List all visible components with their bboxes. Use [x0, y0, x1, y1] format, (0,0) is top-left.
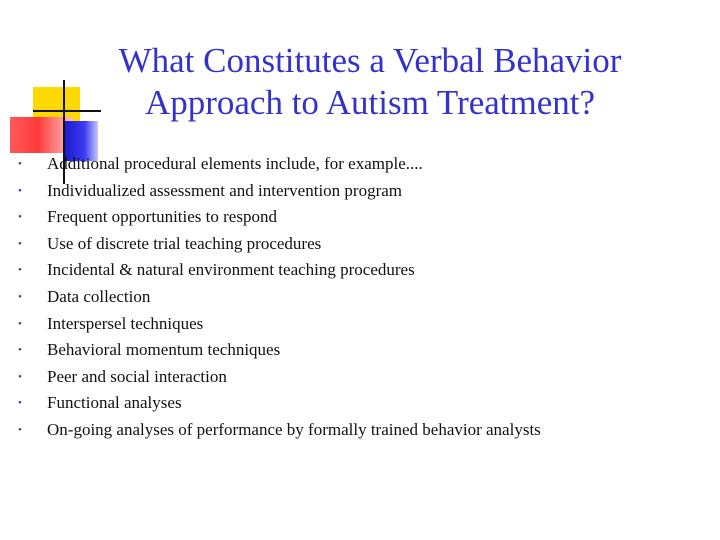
bullet-text: Frequent opportunities to respond — [47, 207, 277, 227]
bullet-item — [0, 178, 541, 205]
bullet-item — [0, 390, 541, 417]
bullet-item — [0, 231, 541, 258]
bullet-icon: • — [18, 290, 22, 303]
bullet-item — [0, 364, 541, 391]
bullet-icon: • — [18, 237, 22, 250]
bullet-icon: • — [18, 264, 22, 277]
bullet-text: Individualized assessment and intervention program — [47, 180, 403, 200]
bullet-item — [0, 337, 541, 364]
bullet-icon: • — [18, 344, 22, 357]
bullet-item — [0, 257, 541, 284]
bullet-item — [0, 204, 541, 231]
bullet-text: Data collection — [47, 286, 151, 306]
bullet-icon: • — [18, 370, 22, 383]
bullet-icon: • — [18, 397, 22, 410]
bullet-item — [0, 284, 541, 311]
bullet-text: Peer and social interaction — [47, 366, 227, 386]
bullet-item — [0, 417, 541, 444]
bullet-item — [0, 311, 541, 338]
bullet-icon: • — [18, 211, 22, 224]
bullet-text: On-going analyses of performance by formally trained behavior analysts — [47, 419, 541, 439]
bullet-text: Additional procedural elements include, for example.... — [47, 154, 423, 173]
bullet-text: Use of discrete trial teaching procedures — [47, 233, 322, 253]
bullet-text: Incidental & natural environment teaching procedures — [47, 260, 415, 280]
bullet-text: Interspersel techniques — [47, 313, 204, 333]
bullet-icon: • — [18, 317, 22, 330]
bullet-icon: • — [18, 184, 22, 197]
bullet-list — [0, 151, 541, 444]
bullet-icon: • — [18, 423, 22, 436]
bullet-text: Behavioral momentum techniques — [47, 340, 281, 360]
bullet-text: Functional analyses — [47, 393, 182, 413]
slide-title: What Constitutes a Verbal Behavior Approach to Autism Treatment? — [118, 41, 622, 122]
bullet-icon: • — [18, 158, 22, 170]
bullet-item — [0, 151, 541, 178]
